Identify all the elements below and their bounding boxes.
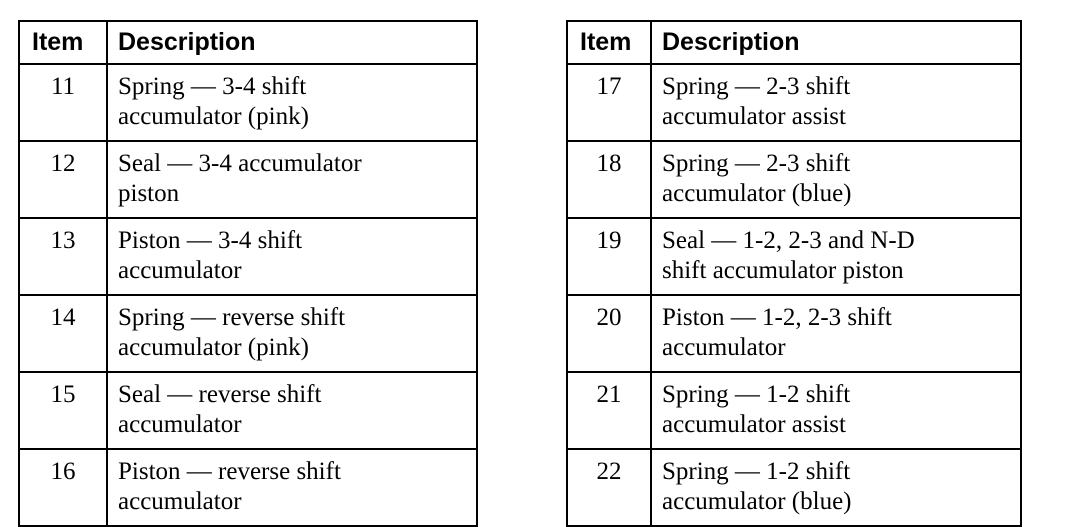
description-line: Spring — 1-2 shift [662,381,851,408]
item-description [107,372,477,449]
description-line: Spring — 1-2 shift [662,458,851,485]
item-number: 13 [19,218,107,295]
item-description [107,218,477,295]
description-line: Piston — 3-4 shift [118,227,303,254]
item-number: 20 [567,295,651,372]
item-description [651,449,1021,526]
item-number: 17 [567,64,651,141]
description-line: shift accumulator piston [662,257,904,284]
description-line: accumulator (blue) [662,488,852,515]
item-number: 14 [19,295,107,372]
parts-table-left [18,20,478,527]
item-number: 19 [567,218,651,295]
item-number: 18 [567,141,651,218]
item-description [107,449,477,526]
description-column-header: Description [651,21,1021,64]
table-row [567,449,1021,526]
description-line: Spring — reverse shift [118,304,346,331]
table-row [19,295,477,372]
description-line: Seal — 3-4 accumulator [118,150,362,177]
description-column-header: Description [107,21,477,64]
item-description [651,141,1021,218]
item-column-header: Item [567,21,651,64]
table-header-row [19,21,477,64]
table-row [19,218,477,295]
item-column-header: Item [19,21,107,64]
description-line: Spring — 2-3 shift [662,150,851,177]
item-description [107,295,477,372]
table-row [19,64,477,141]
table-row [567,372,1021,449]
parts-table-right [566,20,1022,527]
item-description [651,218,1021,295]
table-row [567,141,1021,218]
item-number: 16 [19,449,107,526]
item-description [107,141,477,218]
item-number: 12 [19,141,107,218]
item-description [651,295,1021,372]
item-number: 15 [19,372,107,449]
table-row [19,141,477,218]
description-line: accumulator assist [662,103,846,130]
description-line: Spring — 2-3 shift [662,73,851,100]
description-line: Piston — 1-2, 2-3 shift [662,304,892,331]
description-line: accumulator (pink) [118,334,309,361]
table-row [19,449,477,526]
item-number: 21 [567,372,651,449]
description-line: accumulator [118,411,242,438]
table-row [19,372,477,449]
description-line: Spring — 3-4 shift [118,73,307,100]
description-line: accumulator [118,257,242,284]
description-line: Seal — reverse shift [118,381,322,408]
item-description [107,64,477,141]
table-header-row [567,21,1021,64]
item-number: 22 [567,449,651,526]
description-line: accumulator [118,488,242,515]
table-row [567,295,1021,372]
description-line: Piston — reverse shift [118,458,341,485]
description-line: accumulator assist [662,411,846,438]
description-line: Seal — 1-2, 2-3 and N-D [662,227,915,254]
table-row [567,64,1021,141]
item-description [651,64,1021,141]
table-row [567,218,1021,295]
item-number: 11 [19,64,107,141]
description-line: accumulator (blue) [662,180,852,207]
description-line: accumulator (pink) [118,103,309,130]
description-line: accumulator [662,334,786,361]
item-description [651,372,1021,449]
description-line: piston [118,180,180,207]
